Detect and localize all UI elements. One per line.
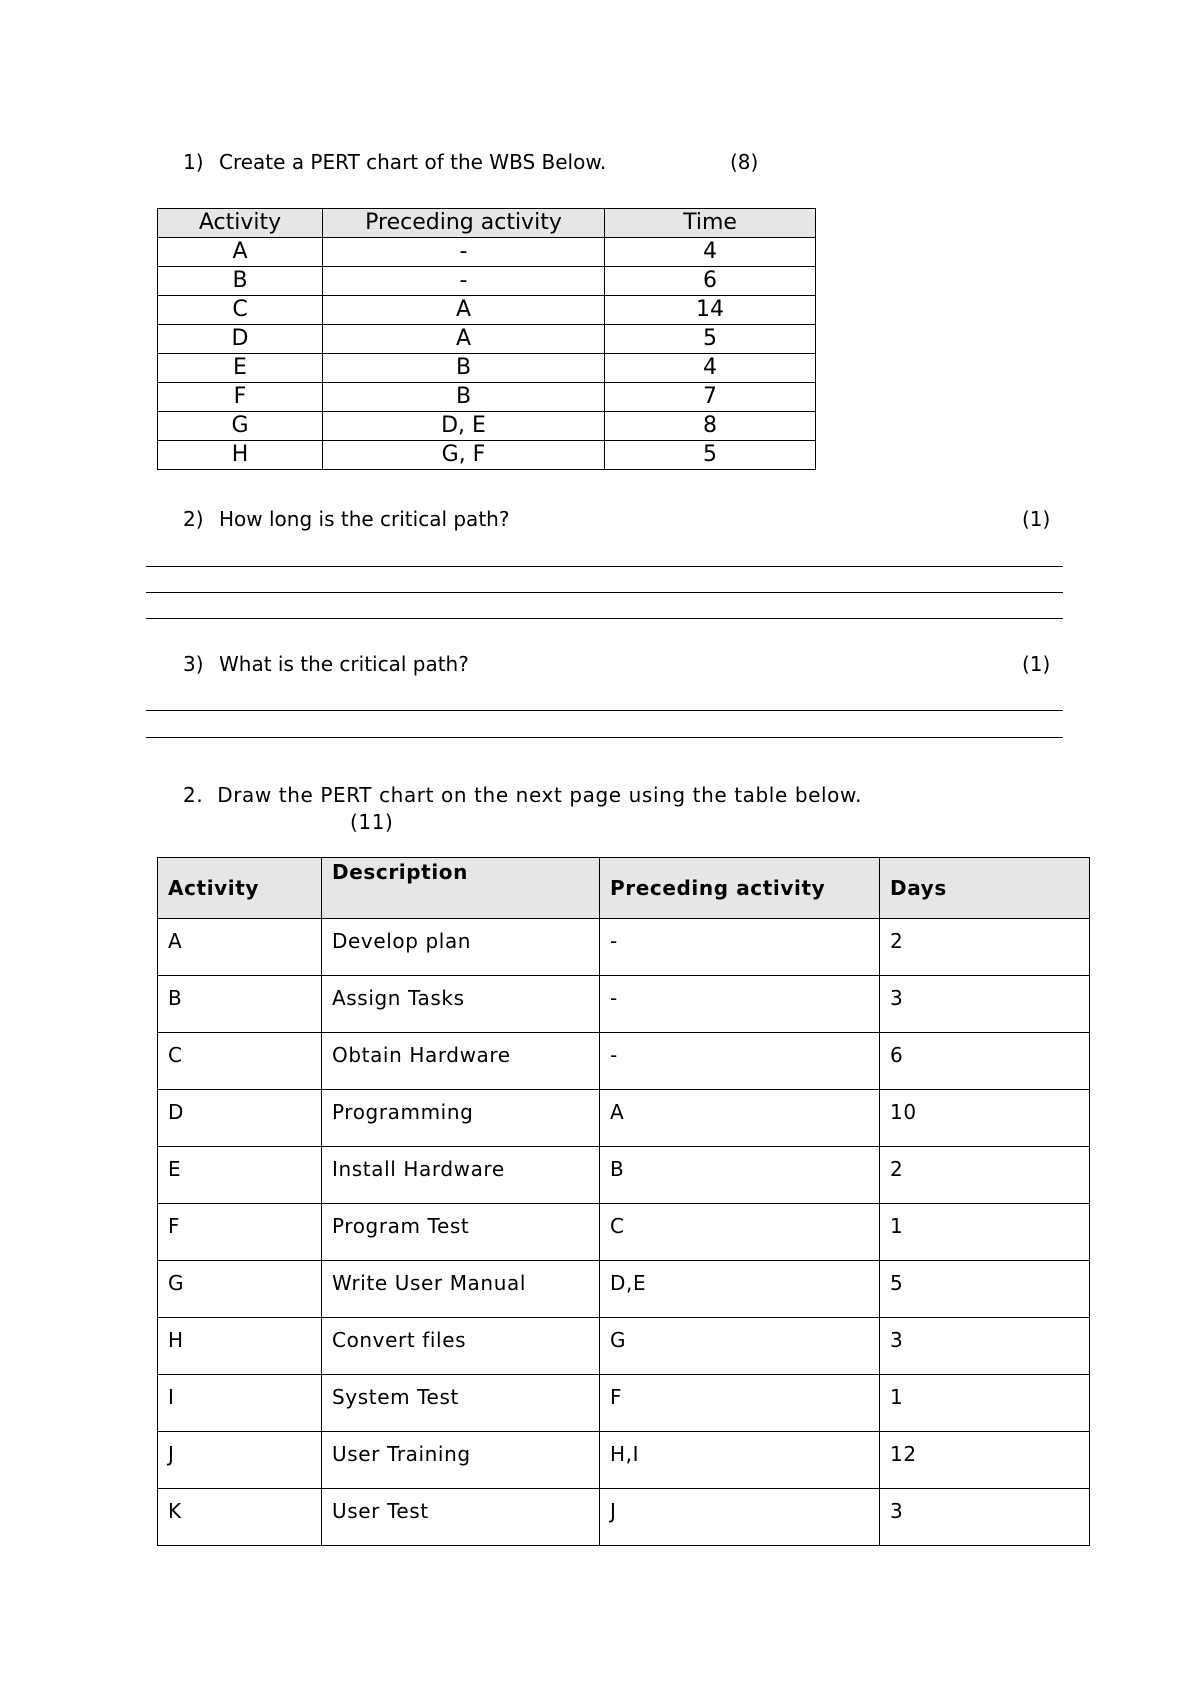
answer-line[interactable]: [146, 592, 1063, 593]
cell-days: 3: [880, 976, 1090, 1033]
cell-activity: H: [158, 1318, 322, 1375]
cell-activity: B: [158, 267, 323, 296]
table-row: [158, 325, 816, 354]
cell-days: 6: [880, 1033, 1090, 1090]
cell-activity: G: [158, 412, 323, 441]
question-2-marks: (1): [1022, 507, 1051, 531]
cell-time: 4: [605, 354, 816, 383]
answer-line[interactable]: [146, 737, 1063, 738]
column-header-preceding: Preceding activity: [600, 858, 880, 919]
cell-preceding: H,I: [600, 1432, 880, 1489]
cell-days: 5: [880, 1261, 1090, 1318]
cell-preceding: C: [600, 1204, 880, 1261]
table-row: [158, 919, 1090, 976]
question-text: How long is the critical path?: [219, 507, 510, 531]
question-number: 1): [183, 150, 204, 174]
cell-preceding: D, E: [323, 412, 605, 441]
cell-activity: I: [158, 1375, 322, 1432]
question-1: [183, 150, 606, 174]
answer-line[interactable]: [146, 710, 1063, 711]
table-row: [158, 1432, 1090, 1489]
cell-preceding: J: [600, 1489, 880, 1546]
cell-preceding: -: [600, 976, 880, 1033]
cell-activity: B: [158, 976, 322, 1033]
question-3: [183, 652, 469, 676]
cell-days: 10: [880, 1090, 1090, 1147]
question-1-marks: (8): [730, 150, 759, 174]
cell-activity: E: [158, 354, 323, 383]
cell-preceding: D,E: [600, 1261, 880, 1318]
cell-time: 4: [605, 238, 816, 267]
cell-activity: J: [158, 1432, 322, 1489]
cell-activity: A: [158, 919, 322, 976]
cell-preceding: F: [600, 1375, 880, 1432]
cell-preceding: A: [600, 1090, 880, 1147]
cell-activity: F: [158, 1204, 322, 1261]
column-header-preceding: Preceding activity: [323, 209, 605, 238]
table-row: [158, 976, 1090, 1033]
cell-description: Assign Tasks: [322, 976, 600, 1033]
cell-days: 12: [880, 1432, 1090, 1489]
cell-time: 5: [605, 441, 816, 470]
cell-days: 2: [880, 919, 1090, 976]
cell-description: Obtain Hardware: [322, 1033, 600, 1090]
wbs-table: [157, 208, 816, 470]
table-row: [158, 441, 816, 470]
table-row: [158, 1375, 1090, 1432]
table-row: [158, 296, 816, 325]
table-row: [158, 238, 816, 267]
question-number: 2): [183, 507, 204, 531]
cell-preceding: -: [600, 1033, 880, 1090]
cell-days: 1: [880, 1375, 1090, 1432]
table-row: [158, 1318, 1090, 1375]
cell-activity: G: [158, 1261, 322, 1318]
answer-line[interactable]: [146, 618, 1063, 619]
table-row: [158, 1489, 1090, 1546]
cell-activity: D: [158, 1090, 322, 1147]
table-header-row: [158, 209, 816, 238]
cell-description: System Test: [322, 1375, 600, 1432]
column-header-time: Time: [605, 209, 816, 238]
table-row: [158, 383, 816, 412]
cell-preceding: -: [323, 238, 605, 267]
table-row: [158, 1090, 1090, 1147]
cell-description: User Training: [322, 1432, 600, 1489]
cell-preceding: A: [323, 325, 605, 354]
cell-activity: E: [158, 1147, 322, 1204]
cell-description: Convert files: [322, 1318, 600, 1375]
cell-preceding: B: [600, 1147, 880, 1204]
activity-table: [157, 857, 1090, 1546]
cell-preceding: G, F: [323, 441, 605, 470]
cell-activity: H: [158, 441, 323, 470]
cell-description: User Test: [322, 1489, 600, 1546]
table-row: [158, 1033, 1090, 1090]
cell-preceding: B: [323, 383, 605, 412]
table-header-row: [158, 858, 1090, 919]
column-header-activity: Activity: [158, 858, 322, 919]
column-header-days: Days: [880, 858, 1090, 919]
question-text: Create a PERT chart of the WBS Below.: [219, 150, 607, 174]
cell-activity: C: [158, 1033, 322, 1090]
cell-activity: K: [158, 1489, 322, 1546]
cell-preceding: A: [323, 296, 605, 325]
table-row: [158, 1204, 1090, 1261]
question-3-marks: (1): [1022, 652, 1051, 676]
table-row: [158, 1261, 1090, 1318]
cell-activity: F: [158, 383, 323, 412]
cell-days: 1: [880, 1204, 1090, 1261]
cell-preceding: -: [323, 267, 605, 296]
table-row: [158, 267, 816, 296]
cell-preceding: G: [600, 1318, 880, 1375]
cell-days: 2: [880, 1147, 1090, 1204]
cell-time: 7: [605, 383, 816, 412]
table-row: [158, 354, 816, 383]
cell-activity: D: [158, 325, 323, 354]
column-header-activity: Activity: [158, 209, 323, 238]
cell-description: Develop plan: [322, 919, 600, 976]
cell-description: Program Test: [322, 1204, 600, 1261]
cell-time: 8: [605, 412, 816, 441]
column-header-description: Description: [322, 858, 600, 919]
question-text: What is the critical path?: [219, 652, 469, 676]
cell-description: Write User Manual: [322, 1261, 600, 1318]
cell-preceding: B: [323, 354, 605, 383]
cell-description: Programming: [322, 1090, 600, 1147]
cell-days: 3: [880, 1489, 1090, 1546]
answer-line[interactable]: [146, 566, 1063, 567]
part-2-marks: (11): [350, 810, 394, 834]
cell-time: 5: [605, 325, 816, 354]
table-row: [158, 412, 816, 441]
cell-activity: A: [158, 238, 323, 267]
cell-preceding: -: [600, 919, 880, 976]
cell-time: 14: [605, 296, 816, 325]
cell-days: 3: [880, 1318, 1090, 1375]
part-2-instruction: 2. Draw the PERT chart on the next page using the table below.: [183, 783, 863, 807]
table-row: [158, 1147, 1090, 1204]
cell-time: 6: [605, 267, 816, 296]
cell-description: Install Hardware: [322, 1147, 600, 1204]
question-2: [183, 507, 509, 531]
cell-activity: C: [158, 296, 323, 325]
question-number: 3): [183, 652, 204, 676]
